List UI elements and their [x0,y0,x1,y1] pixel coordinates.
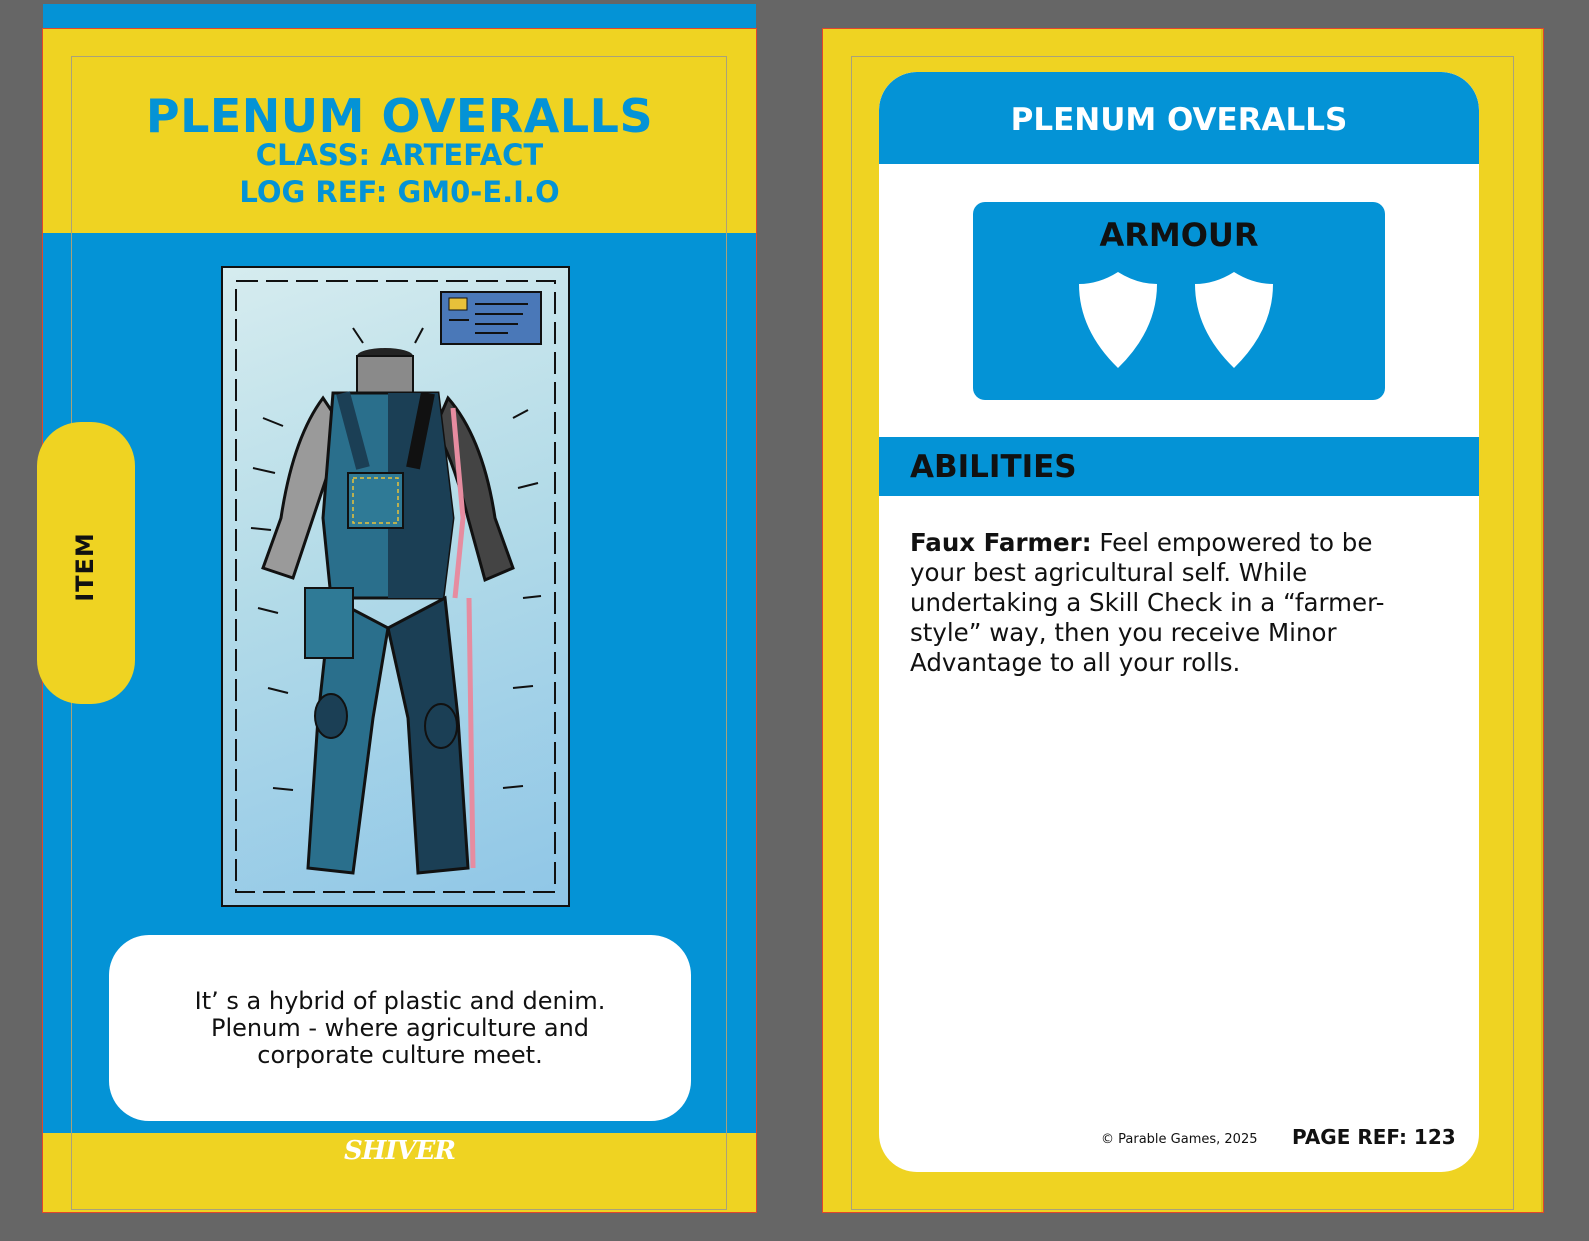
abilities-header-bar [879,437,1479,496]
item-side-tab-label: ITEM [71,532,99,602]
ability-body: Feel empowered to be your best agricultural self. While undertaking a Skill Check in a “farmer-style” way, then you receive Minor Advantage to all your rolls. [910,528,1385,677]
armour-stat-box [973,202,1385,400]
copyright-notice: © Parable Games, 2025 [1101,1132,1258,1147]
front-card-title: PLENUM OVERALLS [145,89,654,143]
ability-description [910,528,1410,678]
shiver-logo: SHIVER [343,1136,456,1166]
armour-label: ARMOUR [1099,216,1259,254]
shield-icon [1077,270,1159,370]
front-card [43,29,756,1212]
label-plate-icon [441,292,541,344]
flavor-text: It’ s a hybrid of plastic and denim. Plenum - where agriculture and corporate culture meet. [194,986,606,1069]
ability-name: Faux Farmer: [910,528,1092,557]
page-reference: PAGE REF: 123 [1292,1125,1456,1149]
back-card [823,29,1543,1212]
back-card-title: PLENUM OVERALLS [1010,102,1348,138]
card-artwork [221,266,570,907]
flavor-text-box [109,935,691,1121]
front-card-log-ref: LOG REF: GM0-E.I.O [239,175,560,209]
front-card-bleed-top [43,4,756,29]
abilities-heading: ABILITIES [910,449,1077,485]
back-card-header [879,72,1479,164]
shield-icon [1193,270,1275,370]
front-card-class: CLASS: ARTEFACT [255,138,544,172]
overalls-mannequin-icon [223,268,568,905]
back-card-edge [1541,29,1543,1212]
back-card-white-panel [879,72,1479,1172]
